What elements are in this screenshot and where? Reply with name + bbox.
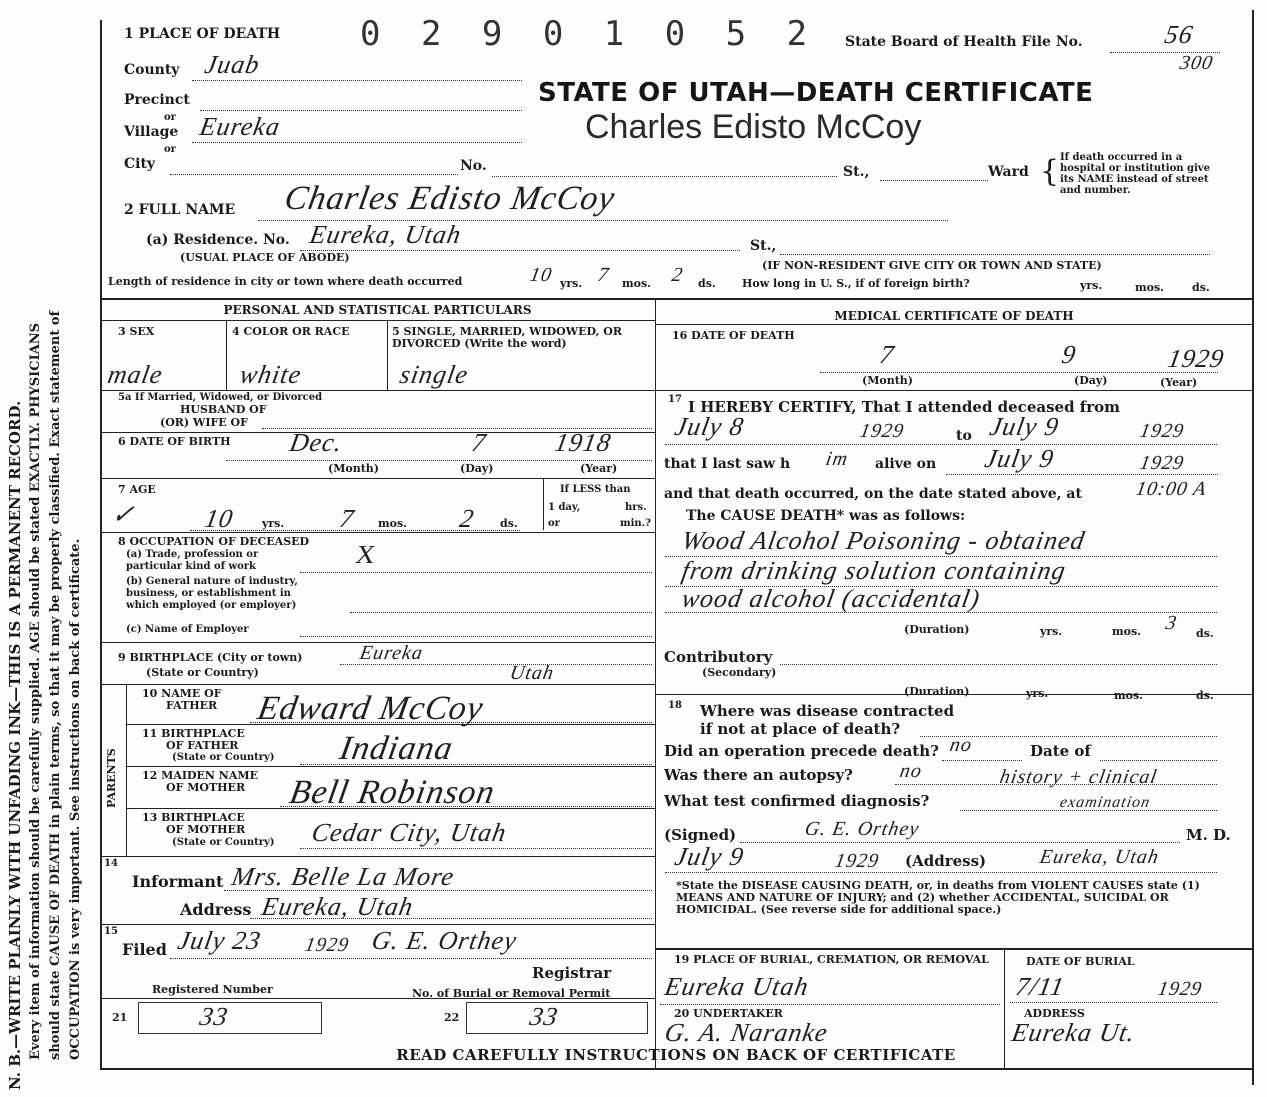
us-residence-label: How long in U. S., if of foreign birth? bbox=[742, 277, 970, 290]
file-no-extra: 300 bbox=[1178, 52, 1216, 74]
last-saw-year: 1929 bbox=[1138, 452, 1187, 474]
operation-value: no bbox=[948, 734, 975, 756]
q18-num: 18 bbox=[668, 700, 682, 711]
father-line bbox=[250, 722, 652, 723]
where-contracted-label: Where was disease contracted bbox=[700, 702, 955, 720]
village-line bbox=[192, 142, 522, 143]
row-rule bbox=[100, 320, 655, 321]
occupation-a2-label: particular kind of work bbox=[126, 561, 256, 572]
cell-rule bbox=[226, 320, 227, 390]
death-date-line bbox=[820, 372, 1218, 373]
industry-line bbox=[350, 612, 652, 613]
sex-value: male bbox=[105, 360, 166, 389]
burial-permit-label: No. of Burial or Removal Permit bbox=[412, 987, 611, 1000]
ds-label: ds. bbox=[500, 517, 518, 530]
parents-label: PARENTS bbox=[105, 748, 118, 808]
undertaker-address-label: ADDRESS bbox=[1024, 1007, 1085, 1020]
ward-note: If death occurred in a hospital or institution give its NAME instead of street and number. bbox=[1060, 152, 1210, 196]
age-ds: 2 bbox=[457, 504, 477, 533]
occupation-a-label: (a) Trade, profession or bbox=[126, 549, 259, 560]
county-value: Juab bbox=[202, 50, 263, 79]
employer-label: (c) Name of Employer bbox=[126, 624, 249, 635]
informant-label: Informant bbox=[132, 872, 224, 891]
death-day: 9 bbox=[1059, 340, 1079, 369]
row-rule bbox=[126, 766, 655, 767]
form-border-left bbox=[100, 20, 102, 1070]
nonresident-label: (IF NON-RESIDENT GIVE CITY OR TOWN AND STATE) bbox=[762, 259, 1102, 272]
hrs-label: hrs. bbox=[625, 502, 647, 513]
file-no-value: 56 bbox=[1162, 20, 1196, 49]
informant-line bbox=[224, 890, 652, 891]
duration-label-2: (Duration) bbox=[904, 685, 970, 698]
cause-label: The CAUSE DEATH* was as follows: bbox=[686, 508, 966, 524]
informant-address-line bbox=[250, 918, 652, 919]
autopsy-note: history + clinical bbox=[998, 766, 1160, 788]
dob-month-label: (Month) bbox=[328, 462, 379, 475]
attended-from: July 8 bbox=[672, 412, 747, 441]
cause-line-2: from drinking solution containing bbox=[679, 556, 1069, 585]
ds-label: ds. bbox=[1192, 281, 1210, 294]
village-value: Eureka bbox=[197, 112, 283, 141]
mos-label: mos. bbox=[622, 277, 651, 290]
undertaker-address-value: Eureka Ut. bbox=[1009, 1018, 1138, 1047]
duration-ds-label-2: ds. bbox=[1196, 689, 1214, 702]
row-rule bbox=[100, 856, 655, 857]
parents-rule bbox=[126, 684, 127, 856]
test-label: What test confirmed diagnosis? bbox=[664, 792, 930, 810]
father-birthplace-label-b: OF FATHER bbox=[166, 739, 239, 752]
column-divider bbox=[655, 298, 656, 1068]
filed-line bbox=[170, 958, 652, 959]
margin-note-4: OCCUPATION is very important. See instructions on back of certificate. bbox=[68, 538, 83, 1060]
row-rule bbox=[655, 390, 1252, 391]
full-name-label: 2 FULL NAME bbox=[124, 202, 236, 218]
dob-year-label: (Year) bbox=[580, 462, 618, 475]
spouse-label-b: HUSBAND OF bbox=[180, 403, 267, 416]
or-text: or bbox=[548, 518, 560, 529]
registered-number-value: 33 bbox=[197, 1002, 231, 1031]
usual-place-label: (USUAL PLACE OF ABODE) bbox=[180, 251, 350, 264]
autopsy-label: Was there an autopsy? bbox=[664, 766, 853, 784]
name-annotation: Charles Edisto McCoy bbox=[585, 108, 922, 146]
city-line bbox=[170, 174, 458, 175]
where-contracted-label-2: if not at place of death? bbox=[700, 720, 901, 738]
signed-year: 1929 bbox=[833, 850, 882, 872]
registered-number-num: 21 bbox=[112, 1011, 128, 1024]
informant-address-label: Address bbox=[180, 900, 252, 919]
mother-value: Bell Robinson bbox=[286, 774, 499, 811]
last-saw-line bbox=[946, 474, 1218, 475]
test-line bbox=[960, 810, 1217, 811]
section-divider bbox=[100, 298, 1252, 300]
cell-rule bbox=[543, 478, 544, 530]
sex-label: 3 SEX bbox=[118, 325, 155, 338]
burial-date-value: 7/11 bbox=[1013, 972, 1067, 1001]
city-st-label: St., bbox=[843, 164, 870, 180]
row-rule bbox=[100, 998, 655, 999]
undertaker-value: G. A. Naranke bbox=[662, 1018, 831, 1047]
mother-birthplace-label-b: OF MOTHER bbox=[166, 823, 246, 836]
burial-permit-num: 22 bbox=[444, 1011, 460, 1024]
contributory-line bbox=[780, 664, 1217, 665]
form-border-right bbox=[1252, 10, 1254, 1085]
age-mos: 7 bbox=[337, 504, 357, 533]
birthplace-state-label: (State or Country) bbox=[146, 666, 259, 679]
employer-line bbox=[300, 636, 652, 637]
length-mos-value: 7 bbox=[596, 264, 612, 286]
mother-birthplace-line bbox=[300, 848, 652, 849]
death-month: 7 bbox=[877, 340, 897, 369]
occupation-b-label: (b) General nature of industry, bbox=[126, 576, 298, 587]
yrs-label: yrs. bbox=[262, 517, 285, 530]
attended-from-year: 1929 bbox=[858, 420, 907, 442]
filed-value: July 23 bbox=[175, 926, 264, 955]
autopsy-line bbox=[895, 784, 1217, 785]
yrs-label: yrs. bbox=[1080, 279, 1103, 292]
burial-date-label: DATE OF BURIAL bbox=[1026, 955, 1135, 968]
duration-mos-label-2: mos. bbox=[1114, 689, 1143, 702]
occupation-b2-label: business, or establishment in bbox=[126, 588, 291, 599]
father-birthplace-value: Indiana bbox=[336, 730, 457, 767]
informant-address-value: Eureka, Utah bbox=[259, 892, 416, 921]
file-no-label: State Board of Health File No. bbox=[845, 34, 1083, 50]
margin-note-1: N. B.—WRITE PLAINLY WITH UNFADING INK—THIS IS A PERMANENT RECORD. bbox=[6, 400, 24, 1090]
operation-label: Did an operation precede death? bbox=[664, 742, 939, 760]
informant-num: 14 bbox=[104, 858, 118, 869]
village-label: Village bbox=[124, 124, 179, 140]
serial-number: 0 2 9 0 1 0 5 2 bbox=[360, 14, 818, 54]
full-name-value: Charles Edisto McCoy bbox=[281, 180, 619, 217]
mos-label: mos. bbox=[1135, 281, 1164, 294]
cause-footnote: *State the DISEASE CAUSING DEATH, or, in deaths from VIOLENT CAUSES state (1) MEANS AND NATURE OF INJURY; and (2) whether ACCIDENTAL, SUICIDAL OR HOMICIDAL. (See reverse side for additional space.) bbox=[676, 879, 1200, 916]
father-label: 10 NAME OF bbox=[142, 687, 222, 700]
informant-value: Mrs. Belle La More bbox=[229, 862, 457, 891]
age-label: 7 AGE bbox=[118, 483, 156, 496]
row-rule bbox=[100, 478, 655, 479]
form-border-bottom bbox=[100, 1068, 1252, 1070]
row-rule bbox=[100, 924, 655, 925]
signed-label: (Signed) bbox=[664, 826, 737, 844]
signed-date: July 9 bbox=[672, 842, 747, 871]
death-occurred-label: and that death occurred, on the date stated above, at bbox=[664, 486, 1082, 502]
undertaker-label: 20 UNDERTAKER bbox=[674, 1007, 783, 1020]
place-of-death-label: 1 PLACE OF DEATH bbox=[124, 26, 281, 42]
personal-header: PERSONAL AND STATISTICAL PARTICULARS bbox=[223, 303, 532, 317]
or-text: or bbox=[164, 112, 176, 123]
signed-date-line bbox=[665, 872, 1217, 873]
last-saw-him: im bbox=[824, 448, 851, 470]
duration-value: 3 bbox=[1164, 612, 1180, 634]
dob-day: 7 bbox=[469, 428, 489, 457]
county-label: County bbox=[124, 62, 180, 78]
precinct-line bbox=[200, 110, 522, 111]
footer-instructions: READ CAREFULLY INSTRUCTIONS ON BACK OF CERTIFICATE bbox=[396, 1046, 956, 1064]
less-than-label: If LESS than bbox=[560, 484, 631, 495]
duration-label: (Duration) bbox=[904, 623, 970, 636]
row-rule bbox=[100, 390, 655, 391]
dob-year: 1918 bbox=[552, 428, 614, 457]
signed-value: G. E. Orthey bbox=[803, 818, 922, 840]
spouse-label-a: 5a If Married, Widowed, or Divorced bbox=[118, 392, 323, 403]
residence-st-line bbox=[780, 254, 1210, 255]
length-residence-label: Length of residence in city or town where death occurred bbox=[108, 275, 463, 288]
ds-label: ds. bbox=[698, 277, 716, 290]
color-label: 4 COLOR OR RACE bbox=[232, 325, 350, 338]
secondary-label: (Secondary) bbox=[702, 666, 777, 679]
row-rule bbox=[655, 694, 1252, 695]
alive-on-label: alive on bbox=[875, 456, 937, 472]
filed-year: 1929 bbox=[303, 934, 352, 956]
street-line bbox=[492, 176, 837, 177]
cause-line-1: Wood Alcohol Poisoning - obtained bbox=[679, 526, 1088, 555]
burial-permit-value: 33 bbox=[527, 1002, 561, 1031]
dob-line bbox=[226, 460, 652, 461]
month-label: (Month) bbox=[862, 374, 913, 387]
attended-to: July 9 bbox=[987, 412, 1062, 441]
dob-label: 6 DATE OF BIRTH bbox=[118, 435, 231, 448]
length-yrs-value: 10 bbox=[528, 264, 555, 286]
margin-note-2: Every item of information should be carefully supplied. AGE should be stated EXACTLY. PHYSICIANS bbox=[28, 322, 43, 1060]
certify-num: 17 bbox=[668, 394, 682, 405]
registrar-signature: G. E. Orthey bbox=[369, 926, 520, 955]
county-line bbox=[192, 80, 522, 81]
precinct-label: Precinct bbox=[124, 92, 190, 108]
mos-label: mos. bbox=[378, 517, 407, 530]
signed-line bbox=[740, 842, 1180, 843]
operation-date-label: Date of bbox=[1030, 742, 1091, 760]
residence-line bbox=[300, 250, 740, 251]
mother-birthplace-label: 13 BIRTHPLACE bbox=[142, 811, 245, 824]
yrs-label: yrs. bbox=[560, 277, 583, 290]
contributory-label: Contributory bbox=[664, 648, 773, 666]
row-rule bbox=[100, 532, 655, 533]
cause-line-3: wood alcohol (accidental) bbox=[679, 584, 983, 613]
mother-line bbox=[280, 806, 652, 807]
length-ds-value: 2 bbox=[670, 264, 686, 286]
father-label-b: FATHER bbox=[166, 699, 218, 712]
filed-num: 15 bbox=[104, 926, 118, 937]
residence-st-label: St., bbox=[750, 238, 777, 254]
min-label: min.? bbox=[620, 518, 651, 529]
burial-date-line bbox=[1010, 1002, 1217, 1003]
father-birthplace-line bbox=[300, 764, 652, 765]
age-line bbox=[190, 530, 520, 531]
burial-year: 1929 bbox=[1156, 978, 1205, 1000]
duration-yrs-label-2: yrs. bbox=[1026, 687, 1049, 700]
medical-header: MEDICAL CERTIFICATE OF DEATH bbox=[834, 309, 1074, 323]
mother-label: 12 MAIDEN NAME bbox=[142, 769, 258, 782]
autopsy-value: no bbox=[898, 760, 925, 782]
father-value: Edward McCoy bbox=[254, 690, 487, 727]
ward-line-a bbox=[880, 180, 988, 181]
occupation-line bbox=[300, 572, 652, 573]
duration-ds-label: ds. bbox=[1196, 627, 1214, 640]
filed-label: Filed bbox=[122, 940, 167, 959]
city-no-label: No. bbox=[460, 158, 487, 174]
spouse-label-c: (OR) WIFE OF bbox=[160, 416, 248, 429]
duration-mos-label: mos. bbox=[1112, 625, 1141, 638]
signed-address-label: (Address) bbox=[905, 852, 987, 870]
marital-value: single bbox=[397, 360, 471, 389]
one-day-label: 1 day, bbox=[548, 502, 581, 513]
burial-place-line bbox=[660, 1004, 1000, 1005]
signed-address-value: Eureka, Utah bbox=[1038, 846, 1162, 868]
ward-brace: { bbox=[1040, 154, 1060, 189]
death-time: 10:00 A bbox=[1134, 478, 1209, 500]
date-of-death-label: 16 DATE OF DEATH bbox=[672, 329, 795, 342]
last-saw-value: July 9 bbox=[982, 444, 1057, 473]
mother-birthplace-value: Cedar City, Utah bbox=[309, 818, 510, 847]
birthplace-label: 9 BIRTHPLACE (City or town) bbox=[118, 651, 303, 664]
birthplace-line bbox=[340, 664, 652, 665]
marital-label: 5 SINGLE, MARRIED, WIDOWED, OR DIVORCED (Write the word) bbox=[392, 325, 623, 350]
dob-day-label: (Day) bbox=[460, 462, 494, 475]
cause-rule-3 bbox=[665, 612, 1217, 613]
operation-line bbox=[942, 760, 1022, 761]
last-saw-label: that I last saw h bbox=[664, 456, 791, 472]
death-year: 1929 bbox=[1165, 344, 1227, 373]
ward-label: Ward bbox=[988, 164, 1029, 180]
operation-date-line bbox=[1100, 760, 1217, 761]
residence-value: Eureka, Utah bbox=[307, 220, 464, 249]
occupation-value: X bbox=[353, 540, 379, 569]
md-label: M. D. bbox=[1186, 826, 1231, 844]
burial-place-value: Eureka Utah bbox=[662, 972, 812, 1001]
row-rule bbox=[126, 724, 655, 725]
registered-number-box bbox=[138, 1002, 322, 1034]
birthplace-state: Utah bbox=[508, 662, 557, 684]
margin-note-3: should state CAUSE OF DEATH in plain terms, so that it may be properly classified. Exact statement of bbox=[48, 310, 63, 1060]
cell-rule bbox=[387, 320, 388, 390]
burial-place-label: 19 PLACE OF BURIAL, CREMATION, OR REMOVAL bbox=[674, 953, 989, 966]
age-yrs: 10 bbox=[202, 504, 236, 533]
dob-month: Dec. bbox=[287, 428, 346, 457]
day-label: (Day) bbox=[1074, 374, 1108, 387]
row-rule bbox=[655, 948, 1252, 950]
certificate-title: STATE OF UTAH—DEATH CERTIFICATE bbox=[538, 78, 1094, 108]
age-check: ✓ bbox=[109, 500, 138, 529]
city-label: City bbox=[124, 156, 156, 172]
duration-yrs-label: yrs. bbox=[1040, 625, 1063, 638]
row-rule bbox=[126, 808, 655, 809]
occupation-label: 8 OCCUPATION OF DECEASED bbox=[118, 535, 310, 548]
registrar-label: Registrar bbox=[532, 964, 612, 982]
birthplace-city: Eureka bbox=[358, 642, 426, 664]
attended-to-year: 1929 bbox=[1138, 420, 1187, 442]
to-label: to bbox=[956, 428, 972, 444]
mother-birthplace-label-c: (State or Country) bbox=[172, 837, 275, 848]
row-rule bbox=[100, 684, 655, 685]
certify-label: I HEREBY CERTIFY, That I attended deceased from bbox=[688, 398, 1121, 416]
test-value: examination bbox=[1058, 794, 1152, 811]
color-value: white bbox=[237, 360, 304, 389]
mother-label-b: OF MOTHER bbox=[166, 781, 246, 794]
occupation-b3-label: which employed (or employer) bbox=[126, 600, 297, 611]
attended-line bbox=[665, 444, 1217, 445]
father-birthplace-label: 11 BIRTHPLACE bbox=[142, 727, 245, 740]
residence-label: (a) Residence. No. bbox=[146, 232, 290, 248]
father-birthplace-label-c: (State or Country) bbox=[172, 752, 275, 763]
or-text: or bbox=[164, 144, 176, 155]
year-label: (Year) bbox=[1160, 376, 1198, 389]
registered-number-label: Registered Number bbox=[152, 983, 273, 996]
row-rule bbox=[655, 324, 1252, 325]
